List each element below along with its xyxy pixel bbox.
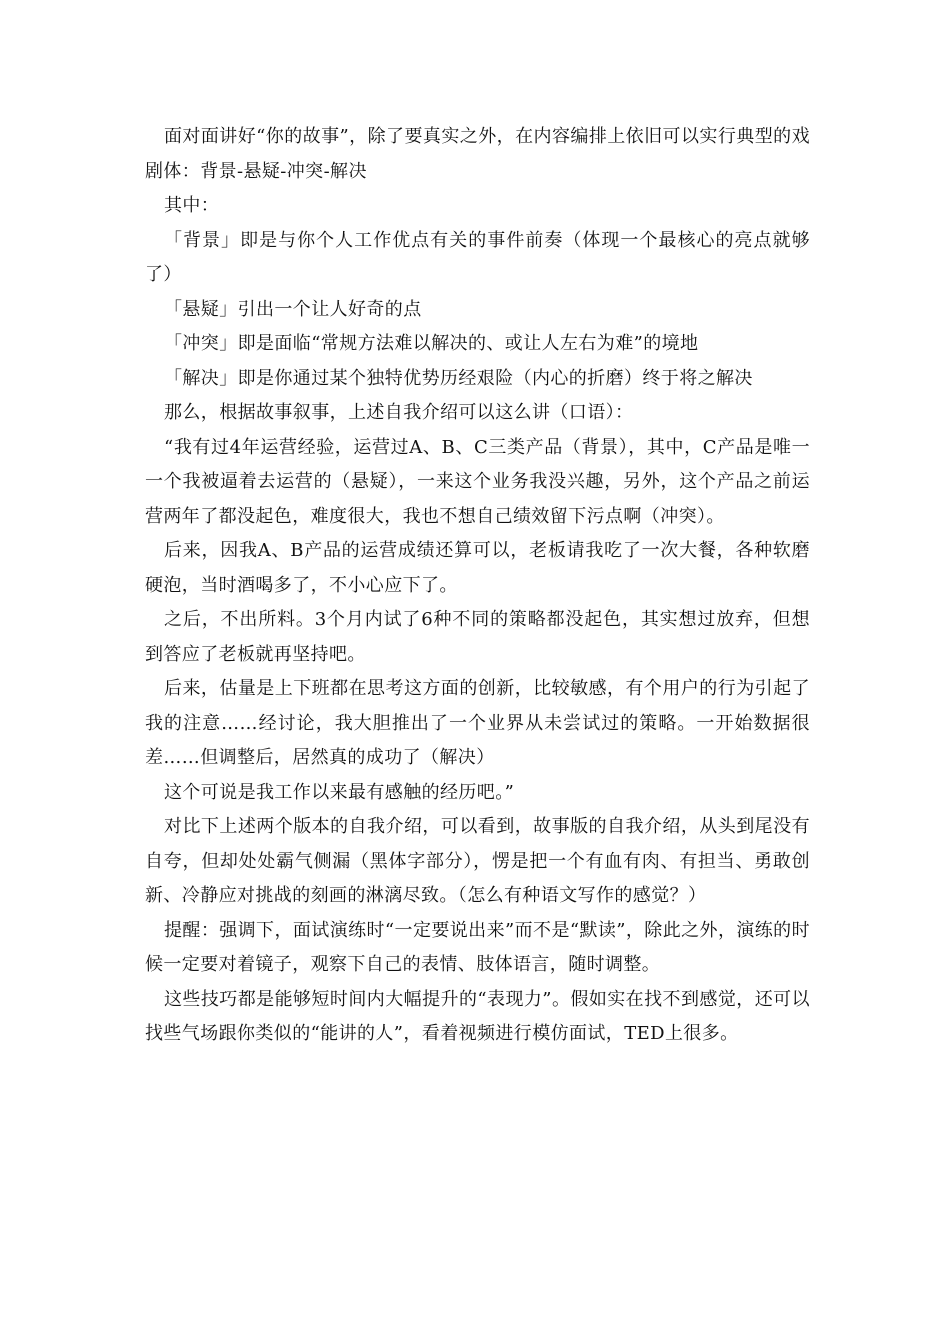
paragraph-story-4: 后来，估量是上下班都在思考这方面的创新，比较敏感，有个用户的行为引起了我的注意……经讨论，我大胆推出了一个业界从未尝试过的策略。一开始数据很差……但调整后，居然真的成功了（解决）: [145, 678, 810, 768]
paragraph-resolution: 「解决」即是你通过某个独特优势历经艰险（内心的折磨）终于将之解决: [164, 367, 753, 389]
paragraph-story-1: “我有过4年运营经验，运营过A、B、C三类产品（背景），其中，C产品是唯一一个我被逼着去运营的（悬疑），一来这个业务我没兴趣，另外，这个产品之前运营两年了都没起色，难度很大，我也不想自己绩效留下污点啊（冲突）。: [145, 436, 810, 527]
document-body: [145, 120, 810, 1052]
paragraph-story-3: 之后，不出所料。3个月内试了6种不同的策略都没起色，其实想过放弃，但想到答应了老板就再坚持吧。: [145, 609, 810, 665]
paragraph-so: 那么，根据故事叙事，上述自我介绍可以这么讲（口语）：: [164, 402, 634, 423]
paragraph-intro: 面对面讲好“你的故事”，除了要真实之外，在内容编排上依旧可以实行典型的戏剧体：背景-悬疑-冲突-解决: [145, 126, 810, 182]
paragraph-conflict: 「冲突」即是面临“常规方法难以解决的、或让人左右为难”的境地: [164, 333, 699, 354]
paragraph-comparison: 对比下上述两个版本的自我介绍，可以看到，故事版的自我介绍，从头到尾没有自夸，但却处处霸气侧漏（黑体字部分），愣是把一个有血有肉、有担当、勇敢创新、冷静应对挑战的刻画的淋漓尽致。（怎么有种语文写作的感觉？）: [145, 816, 810, 906]
paragraph-tips: 这些技巧都是能够短时间内大幅提升的“表现力”。假如实在找不到感觉，还可以找些气场跟你类似的“能讲的人”，看着视频进行模仿面试，TED上很多。: [145, 988, 810, 1044]
paragraph-background: 「背景」即是与你个人工作优点有关的事件前奏（体现一个最核心的亮点就够了）: [145, 229, 810, 285]
paragraph-story-2: 后来，因我A、B产品的运营成绩还算可以，老板请我吃了一次大餐，各种软磨硬泡，当时酒喝多了，不小心应下了。: [145, 540, 810, 596]
paragraph-among: 其中：: [164, 195, 220, 216]
paragraph-reminder: 提醒：强调下，面试演练时“一定要说出来”而不是“默读”，除此之外，演练的时候一定要对着镜子，观察下自己的表情、肢体语言，随时调整。: [145, 919, 810, 975]
paragraph-story-5: 这个可说是我工作以来最有感触的经历吧。”: [164, 781, 515, 803]
paragraph-suspense: 「悬疑」引出一个让人好奇的点: [164, 298, 422, 320]
